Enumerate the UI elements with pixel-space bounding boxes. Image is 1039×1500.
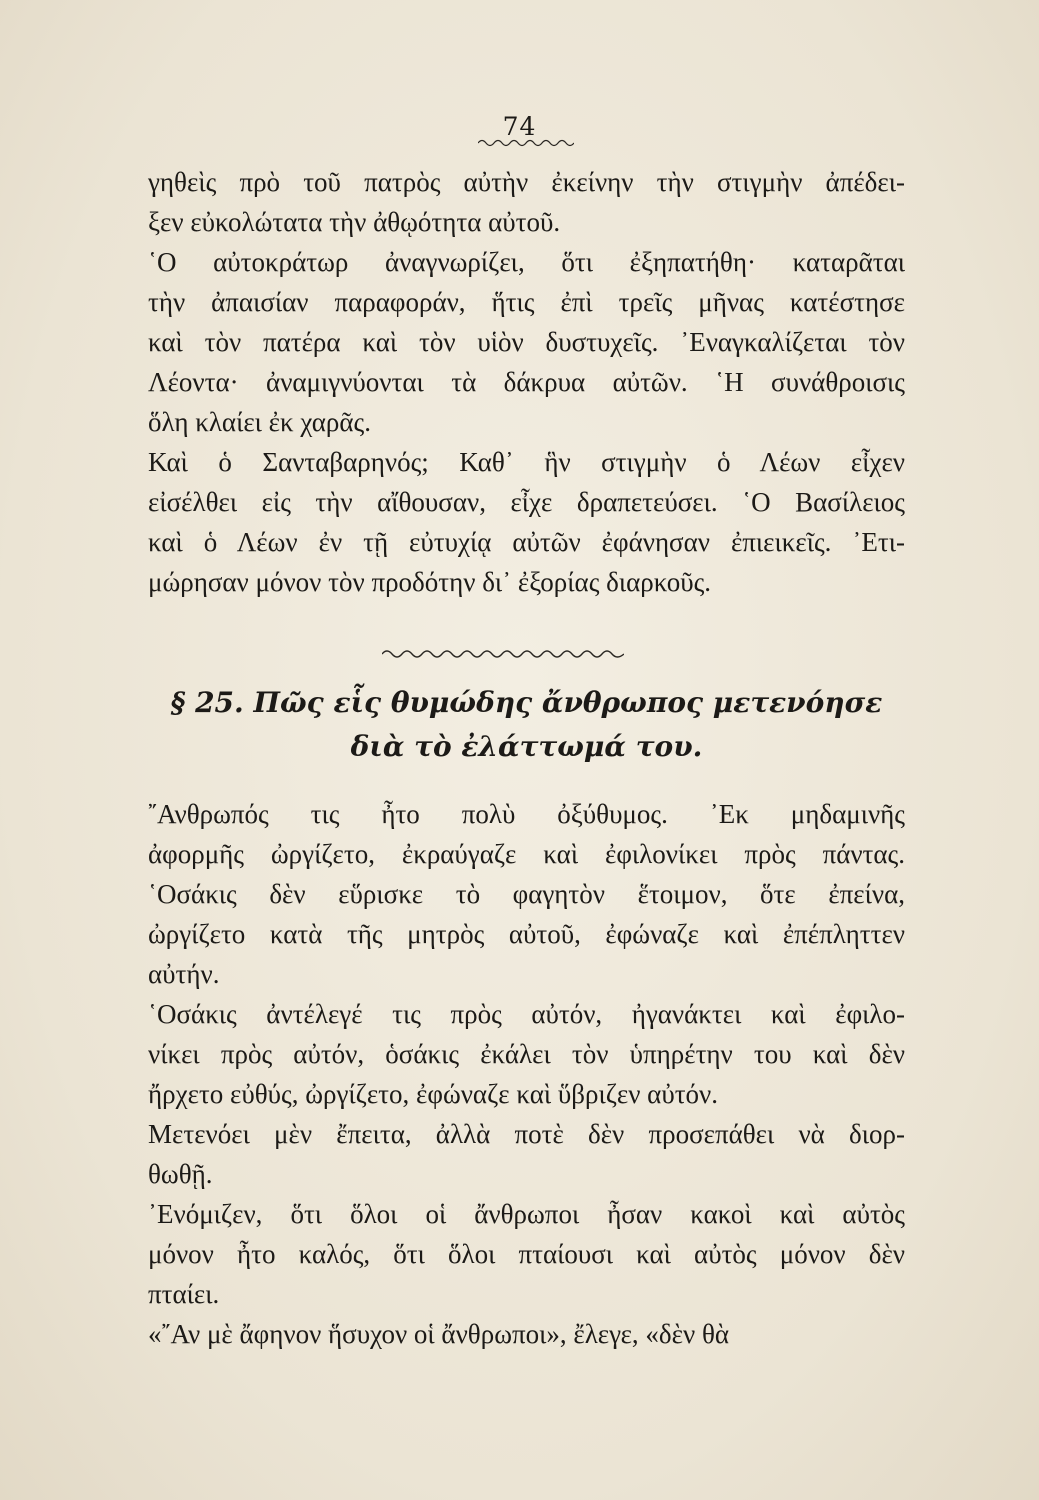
text-line: ᾿Ενόμιζεν, ὅτι ὅλοι οἱ ἄνθρωποι ἦσαν κακοὶ καὶ αὐτὸς [148, 1199, 905, 1229]
text-line: μώρησαν μόνον τὸν προδότην δι᾿ ἐξορίας διαρκοῦς. [148, 567, 712, 597]
text-line: Καὶ ὁ Σανταβαρηνός; Καθ᾿ ἣν στιγμὴν ὁ Λέων εἶχεν [148, 447, 905, 477]
section-heading-line-2: διὰ τὸ ἐλάττωμά του. [350, 730, 703, 763]
text-line: πταίει. [148, 1279, 220, 1309]
text-line: «῎Αν μὲ ἄφηνον ἥσυχον οἱ ἄνθρωποι», ἔλεγε, «δὲν θὰ [148, 1319, 730, 1349]
text-before-section [148, 162, 905, 602]
text-line: ῾Οσάκις ἀντέλεγέ τις πρὸς αὐτόν, ἠγανάκτει καὶ ἐφιλο- [148, 999, 905, 1029]
text-line: ἀφορμῆς ὠργίζετο, ἐκραύγαζε καὶ ἐφιλονίκει πρὸς πάντας. [148, 839, 905, 869]
text-line: ῎Ανθρωπός τις ἦτο πολὺ ὀξύθυμος. ᾿Εκ μηδαμινῆς [148, 799, 905, 829]
text-line: Λέοντα· ἀναμιγνύονται τὰ δάκρυα αὐτῶν. ῾Η συνάθροισις [148, 367, 905, 397]
section-divider-ornament [382, 648, 624, 660]
page-number-ornament [478, 138, 574, 148]
text-line: ὠργίζετο κατὰ τῆς μητρὸς αὐτοῦ, ἐφώναζε καὶ ἐπέπληττεν [148, 919, 905, 949]
page-number: 74 [502, 112, 537, 141]
text-line: καὶ τὸν πατέρα καὶ τὸν υἱὸν δυστυχεῖς. ᾿Εναγκαλίζεται τὸν [148, 327, 905, 357]
text-line: ὅλη κλαίει ἐκ χαρᾶς. [148, 407, 371, 437]
text-line: τὴν ἀπαισίαν παραφοράν, ἥτις ἐπὶ τρεῖς μῆνας κατέστησε [148, 287, 905, 317]
text-line: αὐτήν. [148, 959, 220, 989]
paragraph [148, 162, 905, 242]
text-line: ῾Οσάκις δὲν εὕρισκε τὸ φαγητὸν ἕτοιμον, ὅτε ἐπείνα, [148, 879, 905, 909]
paragraph [148, 1314, 905, 1354]
text-line: εἰσέλθει εἰς τὴν αἴθουσαν, εἶχε δραπετεύσει. ῾Ο Βασίλειος [148, 487, 905, 517]
text-line: μόνον ἦτο καλός, ὅτι ὅλοι πταίουσι καὶ αὐτὸς μόνον δὲν [148, 1239, 905, 1269]
paragraph [148, 442, 905, 602]
text-after-section [148, 794, 905, 1354]
paragraph [148, 994, 905, 1114]
text-line: ἤρχετο εὐθύς, ὠργίζετο, ἐφώναζε καὶ ὕβριζεν αὐτόν. [148, 1079, 719, 1109]
paragraph [148, 1194, 905, 1314]
text-line: θωθῇ. [148, 1159, 213, 1189]
text-line: καὶ ὁ Λέων ἐν τῇ εὐτυχίᾳ αὐτῶν ἐφάνησαν ἐπιεικεῖς. ᾿Ετι- [148, 527, 905, 557]
text-line: νίκει πρὸς αὐτόν, ὁσάκις ἐκάλει τὸν ὑπηρέτην του καὶ δὲν [148, 1039, 905, 1069]
section-heading-line-1: § 25. Πῶς εἷς θυμώδης ἄνθρωπος μετενόησε [170, 686, 883, 719]
text-line: Μετενόει μὲν ἔπειτα, ἀλλὰ ποτὲ δὲν προσεπάθει νὰ διορ- [148, 1119, 905, 1149]
text-line: ῾Ο αὐτοκράτωρ ἀναγνωρίζει, ὅτι ἐξηπατήθη· καταρᾶται [148, 247, 905, 277]
text-line: ξεν εὐκολώτατα τὴν ἀθῳότητα αὐτοῦ. [148, 207, 561, 237]
text-line: γηθεὶς πρὸ τοῦ πατρὸς αὐτὴν ἐκείνην τὴν στιγμὴν ἀπέδει- [148, 167, 905, 197]
paragraph [148, 794, 905, 994]
paragraph [148, 1114, 905, 1194]
paragraph [148, 242, 905, 442]
